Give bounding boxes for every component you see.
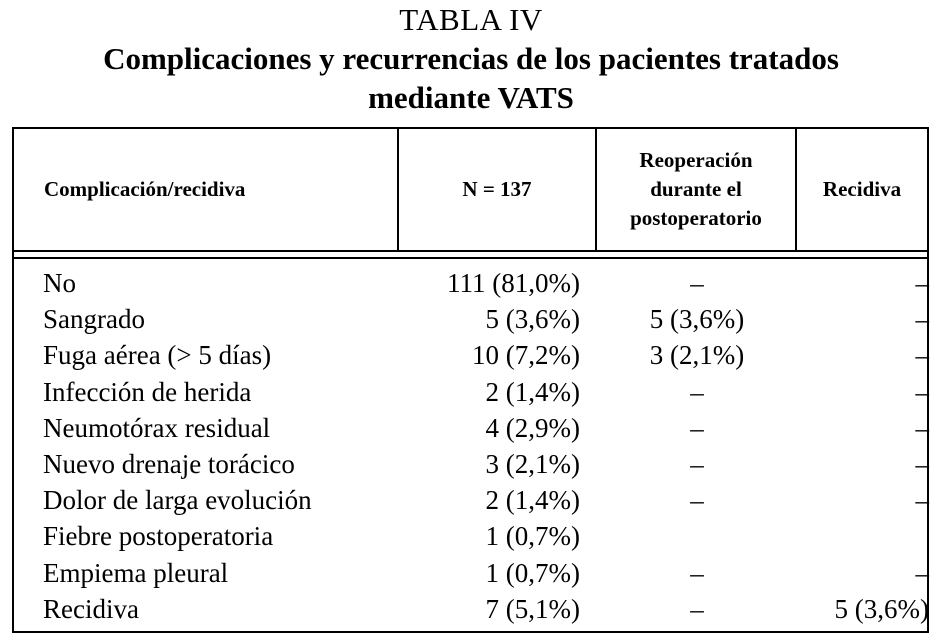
cell-recidiva: – (915, 268, 929, 298)
cell-recidiva: – (915, 376, 929, 407)
cell-n: 7 (5,1%) (485, 593, 580, 624)
table-body (14, 265, 927, 627)
cell-label: Fuga aérea (> 5 días) (43, 340, 272, 371)
header-rule-top (12, 250, 929, 252)
cell-label: Nuevo drenaje torácico (43, 448, 295, 479)
table-row (14, 591, 927, 627)
table-row (14, 337, 927, 373)
cell-recidiva: – (915, 557, 929, 588)
cell-label: No (43, 268, 76, 298)
cell-recidiva: 5 (3,6%) (834, 593, 929, 624)
cell-n: 2 (1,4%) (485, 485, 580, 516)
cell-n: 2 (1,4%) (485, 376, 580, 407)
cell-label: Recidiva (43, 593, 139, 624)
cell-n: 10 (7,2%) (472, 340, 580, 371)
cell-n: 111 (81,0%) (447, 268, 580, 298)
cell-label: Sangrado (43, 304, 145, 335)
header-recidiva: Recidiva (822, 177, 902, 201)
cell-reoperacion: – (690, 412, 704, 443)
cell-n: 5 (3,6%) (485, 304, 580, 335)
header-complicacion: Complicación/recidiva (44, 177, 246, 201)
header-reoperacion-line-1: Reoperación (639, 148, 753, 172)
cell-reoperacion: – (690, 268, 704, 298)
cell-label: Dolor de larga evolución (43, 485, 312, 516)
cell-n: 4 (2,9%) (485, 412, 580, 443)
table-row (14, 555, 927, 591)
header-rule-bottom (12, 257, 929, 259)
cell-label: Fiebre postoperatoria (43, 521, 274, 552)
cell-recidiva: – (915, 485, 929, 516)
table-number: TABLA IV (399, 2, 543, 37)
cell-recidiva: – (915, 412, 929, 443)
cell-reoperacion: 5 (3,6%) (649, 304, 745, 335)
cell-reoperacion: – (690, 485, 704, 516)
cell-reoperacion: 3 (2,1%) (649, 340, 745, 371)
table-row (14, 518, 927, 554)
cell-label: Neumotórax residual (43, 412, 271, 443)
table-row (14, 410, 927, 446)
table-row (14, 374, 927, 410)
cell-recidiva: – (915, 448, 929, 479)
cell-recidiva: – (915, 304, 929, 335)
header-reoperacion-line-2: durante el (650, 177, 742, 201)
cell-reoperacion: – (690, 593, 704, 624)
cell-n: 1 (0,7%) (485, 521, 580, 552)
cell-reoperacion: – (690, 557, 704, 588)
table-row (14, 446, 927, 482)
cell-reoperacion: – (690, 448, 704, 479)
cell-reoperacion: – (690, 376, 704, 407)
cell-n: 1 (0,7%) (485, 557, 580, 588)
table-row (14, 265, 927, 301)
table-row (14, 301, 927, 337)
table-title-line-2: mediante VATS (368, 80, 574, 115)
table-row (14, 482, 927, 518)
cell-label: Empiema pleural (43, 557, 229, 588)
header-reoperacion-line-3: postoperatorio (630, 206, 762, 230)
cell-recidiva: – (915, 340, 929, 371)
cell-n: 3 (2,1%) (485, 448, 580, 479)
table-title-line-1: Complicaciones y recurrencias de los pacientes tratados (103, 41, 839, 76)
cell-label: Infección de herida (43, 376, 252, 407)
header-reoperacion (597, 129, 795, 250)
header-n: N = 137 (462, 177, 532, 201)
